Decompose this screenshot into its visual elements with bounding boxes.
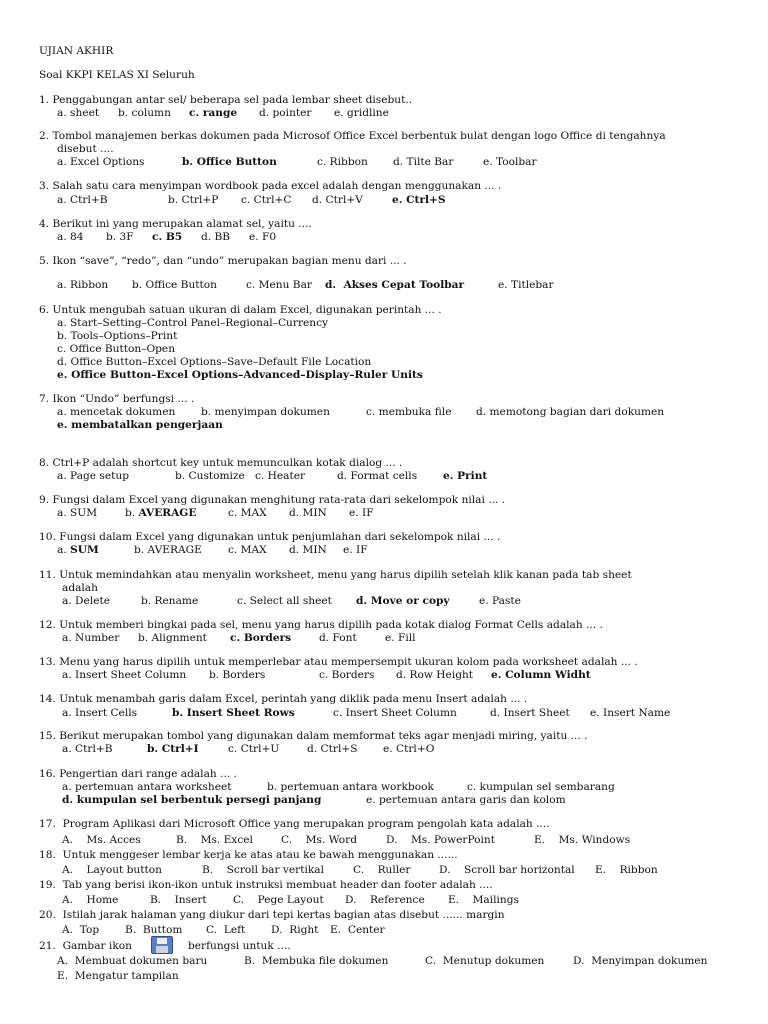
question-15: 15. Berikut merupakan tombol yang digunakan dalam memformat teks agar menjadi miring, yaitu ... . — [39, 730, 588, 742]
q10-option-a — [57, 544, 99, 557]
q15-option-d: d. Ctrl+S — [307, 743, 358, 755]
q20-option-e: E. Center — [330, 924, 385, 936]
q11-option-b: b. Rename — [141, 595, 199, 607]
q18-option-a: A. Layout button — [62, 864, 162, 876]
q2-option-b: b. Office Button — [182, 156, 277, 168]
q19-option-e: E. Mailings — [448, 894, 519, 906]
question-3: 3. Salah satu cara menyimpan wordbook pada excel adalah dengan menggunakan ... . — [39, 180, 502, 192]
q9-option-e: e. IF — [349, 507, 374, 519]
q10-option-e: e. IF — [343, 544, 368, 556]
q7-option-c: c. membuka file — [366, 406, 452, 418]
question-10: 10. Fungsi dalam Excel yang digunakan untuk penjumlahan dari sekelompok nilai ... . — [39, 531, 501, 543]
exam-title: UJIAN AKHIR — [39, 45, 114, 57]
q6-option-a: a. Start–Setting–Control Panel–Regional–Currency — [57, 317, 329, 329]
question-6: 6. Untuk mengubah satuan ukuran di dalam Excel, digunakan perintah ... . — [39, 304, 442, 316]
q3-option-d: d. Ctrl+V — [312, 194, 363, 206]
q11-option-d: d. Move or copy — [356, 595, 450, 607]
q20-option-c: C. Left — [206, 924, 246, 936]
q9-option-a: a. SUM — [57, 507, 98, 519]
q11-option-c: c. Select all sheet — [237, 595, 332, 607]
q6-option-e: e. Office Button–Excel Options–Advanced–Display–Ruler Units — [57, 369, 423, 381]
q12-option-b: b. Alignment — [138, 632, 207, 644]
q12-option-e: e. Fill — [385, 632, 416, 644]
q3-option-c: c. Ctrl+C — [241, 194, 292, 206]
q13-option-b: b. Borders — [209, 669, 266, 681]
q18-option-b: B. Scroll bar vertikal — [202, 864, 325, 876]
q13-option-a: a. Insert Sheet Column — [62, 669, 187, 681]
q2-option-c: c. Ribbon — [317, 156, 368, 168]
q17-option-c: C. Ms. Word — [281, 834, 357, 846]
q4-option-c: c. B5 — [152, 231, 183, 243]
q4-option-d: d. BB — [201, 231, 231, 243]
q14-option-c: c. Insert Sheet Column — [333, 707, 457, 719]
q12-option-a: a. Number — [62, 632, 120, 644]
question-9: 9. Fungsi dalam Excel yang digunakan menghitung rata-rata dari sekelompok nilai ... . — [39, 494, 506, 506]
q19-option-d: D. Reference — [345, 894, 425, 906]
q15-option-e: e. Ctrl+O — [383, 743, 435, 755]
q11-option-e: e. Paste — [479, 595, 521, 607]
question-18: 18. Untuk menggeser lembar kerja ke atas atau ke bawah menggunakan ...... — [39, 849, 458, 861]
q16-option-c: c. kumpulan sel sembarang — [467, 781, 615, 793]
q15-option-a: a. Ctrl+B — [62, 743, 113, 755]
question-13: 13. Menu yang harus dipilih untuk memperlebar atau mempersempit ukuran kolom pada worksheet adalah ... . — [39, 656, 638, 668]
q11-option-a: a. Delete — [62, 595, 110, 607]
q10-option-d: d. MIN — [289, 544, 327, 556]
q19-option-c: C. Pege Layout — [233, 894, 324, 906]
question-16: 16. Pengertian dari range adalah ... . — [39, 768, 237, 780]
q9-option-b-answer: AVERAGE — [138, 507, 197, 519]
q19-option-a: A. Home — [62, 894, 119, 906]
q20-option-b: B. Buttom — [125, 924, 183, 936]
q14-option-b: b. Insert Sheet Rows — [172, 707, 295, 719]
q3-option-b: b. Ctrl+P — [168, 194, 219, 206]
q5-option-b: b. Office Button — [132, 279, 218, 291]
question-7: 7. Ikon “Undo” berfungsi ... . — [39, 393, 195, 405]
question-4: 4. Berikut ini yang merupakan alamat sel, yaitu .... — [39, 218, 312, 230]
q10-option-c: c. MAX — [228, 544, 267, 556]
q7-option-d: d. memotong bagian dari dokumen — [476, 406, 665, 418]
q1-option-b: b. column — [118, 107, 171, 119]
q17-option-a: A. Ms. Acces — [62, 834, 141, 846]
q18-option-e: E. Ribbon — [595, 864, 658, 876]
q10-option-a-answer: SUM — [70, 544, 99, 556]
q9-option-b — [125, 507, 196, 520]
q4-option-e: e. F0 — [249, 231, 277, 243]
q19-option-b: B. Insert — [150, 894, 207, 906]
question-11-cont: adalah — [62, 582, 98, 594]
q16-option-d: d. kumpulan sel berbentuk persegi panjang — [62, 794, 322, 806]
q14-option-e: e. Insert Name — [590, 707, 671, 719]
q5-option-e: e. Titlebar — [498, 279, 554, 291]
q4-option-b: b. 3F — [106, 231, 134, 243]
question-1: 1. Penggabungan antar sel/ beberapa sel pada lembar sheet disebut.. — [39, 94, 413, 106]
exam-subtitle: Soal KKPI KELAS XI Seluruh — [39, 69, 195, 81]
question-11: 11. Untuk memindahkan atau menyalin worksheet, menu yang harus dipilih setelah klik kanan pada tab sheet — [39, 569, 632, 581]
q7-option-a: a. mencetak dokumen — [57, 406, 176, 418]
q21-option-c: C. Menutup dokumen — [425, 955, 545, 967]
question-2-cont: disebut .... — [57, 143, 114, 155]
q3-option-a: a. Ctrl+B — [57, 194, 108, 206]
q15-option-b: b. Ctrl+I — [147, 743, 199, 755]
q5-option-a: a. Ribbon — [57, 279, 109, 291]
q17-option-d: D. Ms. PowerPoint — [386, 834, 495, 846]
q12-option-d: d. Font — [319, 632, 357, 644]
q14-option-d: d. Insert Sheet — [490, 707, 570, 719]
q21-option-e: E. Mengatur tampilan — [57, 970, 179, 982]
q13-option-c: c. Borders — [319, 669, 375, 681]
question-21: 21. Gambar ikon — [39, 940, 132, 952]
question-19: 19. Tab yang berisi ikon-ikon untuk instruksi membuat header dan footer adalah .... — [39, 879, 493, 891]
q20-option-d: D. Right — [271, 924, 319, 936]
q16-option-b: b. pertemuan antara workbook — [267, 781, 434, 793]
q5-option-c: c. Menu Bar — [246, 279, 312, 291]
q8-option-b: b. Customize — [175, 470, 245, 482]
question-2: 2. Tombol manajemen berkas dokumen pada Microsof Office Excel berbentuk bulat dengan logo Office di tengahnya — [39, 130, 666, 142]
question-21-cont: berfungsi untuk .... — [188, 940, 291, 952]
q13-option-e: e. Column Widht — [491, 669, 591, 681]
q9-option-c: c. MAX — [228, 507, 267, 519]
q20-option-a: A. Top — [62, 924, 100, 936]
q15-option-c: c. Ctrl+U — [228, 743, 280, 755]
q17-option-b: B. Ms. Excel — [176, 834, 253, 846]
q9-option-b-letter: b. — [125, 507, 139, 519]
q3-option-e: e. Ctrl+S — [392, 194, 446, 206]
q16-option-a: a. pertemuan antara worksheet — [62, 781, 232, 793]
q6-option-c: c. Office Button–Open — [57, 343, 176, 355]
question-20: 20. Istilah jarak halaman yang diukur dari tepi kertas bagian atas disebut ...... margin — [39, 909, 505, 921]
q6-option-b: b. Tools–Options–Print — [57, 330, 178, 342]
q6-option-d: d. Office Button–Excel Options–Save–Default File Location — [57, 356, 372, 368]
q1-option-c: c. range — [189, 107, 238, 119]
q1-option-a: a. sheet — [57, 107, 100, 119]
q7-option-b: b. menyimpan dokumen — [201, 406, 330, 418]
question-12: 12. Untuk memberi bingkai pada sel, menu yang harus dipilih pada kotak dialog Format Cells adalah ... . — [39, 619, 603, 631]
q18-option-d: D. Scroll bar horizontal — [439, 864, 575, 876]
q9-option-d: d. MIN — [289, 507, 327, 519]
q16-option-e: e. pertemuan antara garis dan kolom — [366, 794, 566, 806]
q8-option-e: e. Print — [443, 470, 488, 482]
q8-option-d: d. Format cells — [337, 470, 418, 482]
q18-option-c: C. Ruller — [353, 864, 411, 876]
q2-option-e: e. Toolbar — [483, 156, 537, 168]
q5-option-d: d. Akses Cepat Toolbar — [325, 279, 465, 291]
question-17: 17. Program Aplikasi dari Microsoft Office yang merupakan program pengolah kata adalah .... — [39, 818, 550, 830]
q21-option-b: B. Membuka file dokumen — [244, 955, 389, 967]
q17-option-e: E. Ms. Windows — [534, 834, 631, 846]
q8-option-c: c. Heater — [255, 470, 306, 482]
q10-option-b: b. AVERAGE — [134, 544, 202, 556]
q14-option-a: a. Insert Cells — [62, 707, 138, 719]
question-5: 5. Ikon “save”, “redo”, dan “undo” merupakan bagian menu dari ... . — [39, 255, 407, 267]
q10-option-a-letter: a. — [57, 544, 71, 556]
q2-option-d: d. Tilte Bar — [393, 156, 454, 168]
q13-option-d: d. Row Height — [396, 669, 474, 681]
q21-option-a: A. Membuat dokumen baru — [57, 955, 208, 967]
q1-option-d: d. pointer — [259, 107, 312, 119]
q4-option-a: a. 84 — [57, 231, 84, 243]
q21-option-d: D. Menyimpan dokumen — [573, 955, 708, 967]
save-icon — [151, 936, 173, 954]
q2-option-a: a. Excel Options — [57, 156, 145, 168]
q12-option-c: c. Borders — [230, 632, 292, 644]
q7-option-e: e. membatalkan pengerjaan — [57, 419, 223, 431]
q8-option-a: a. Page setup — [57, 470, 130, 482]
question-14: 14. Untuk menambah garis dalam Excel, perintah yang diklik pada menu Insert adalah ... . — [39, 693, 528, 705]
question-8: 8. Ctrl+P adalah shortcut key untuk memunculkan kotak dialog ... . — [39, 457, 403, 469]
q1-option-e: e. gridline — [334, 107, 389, 119]
